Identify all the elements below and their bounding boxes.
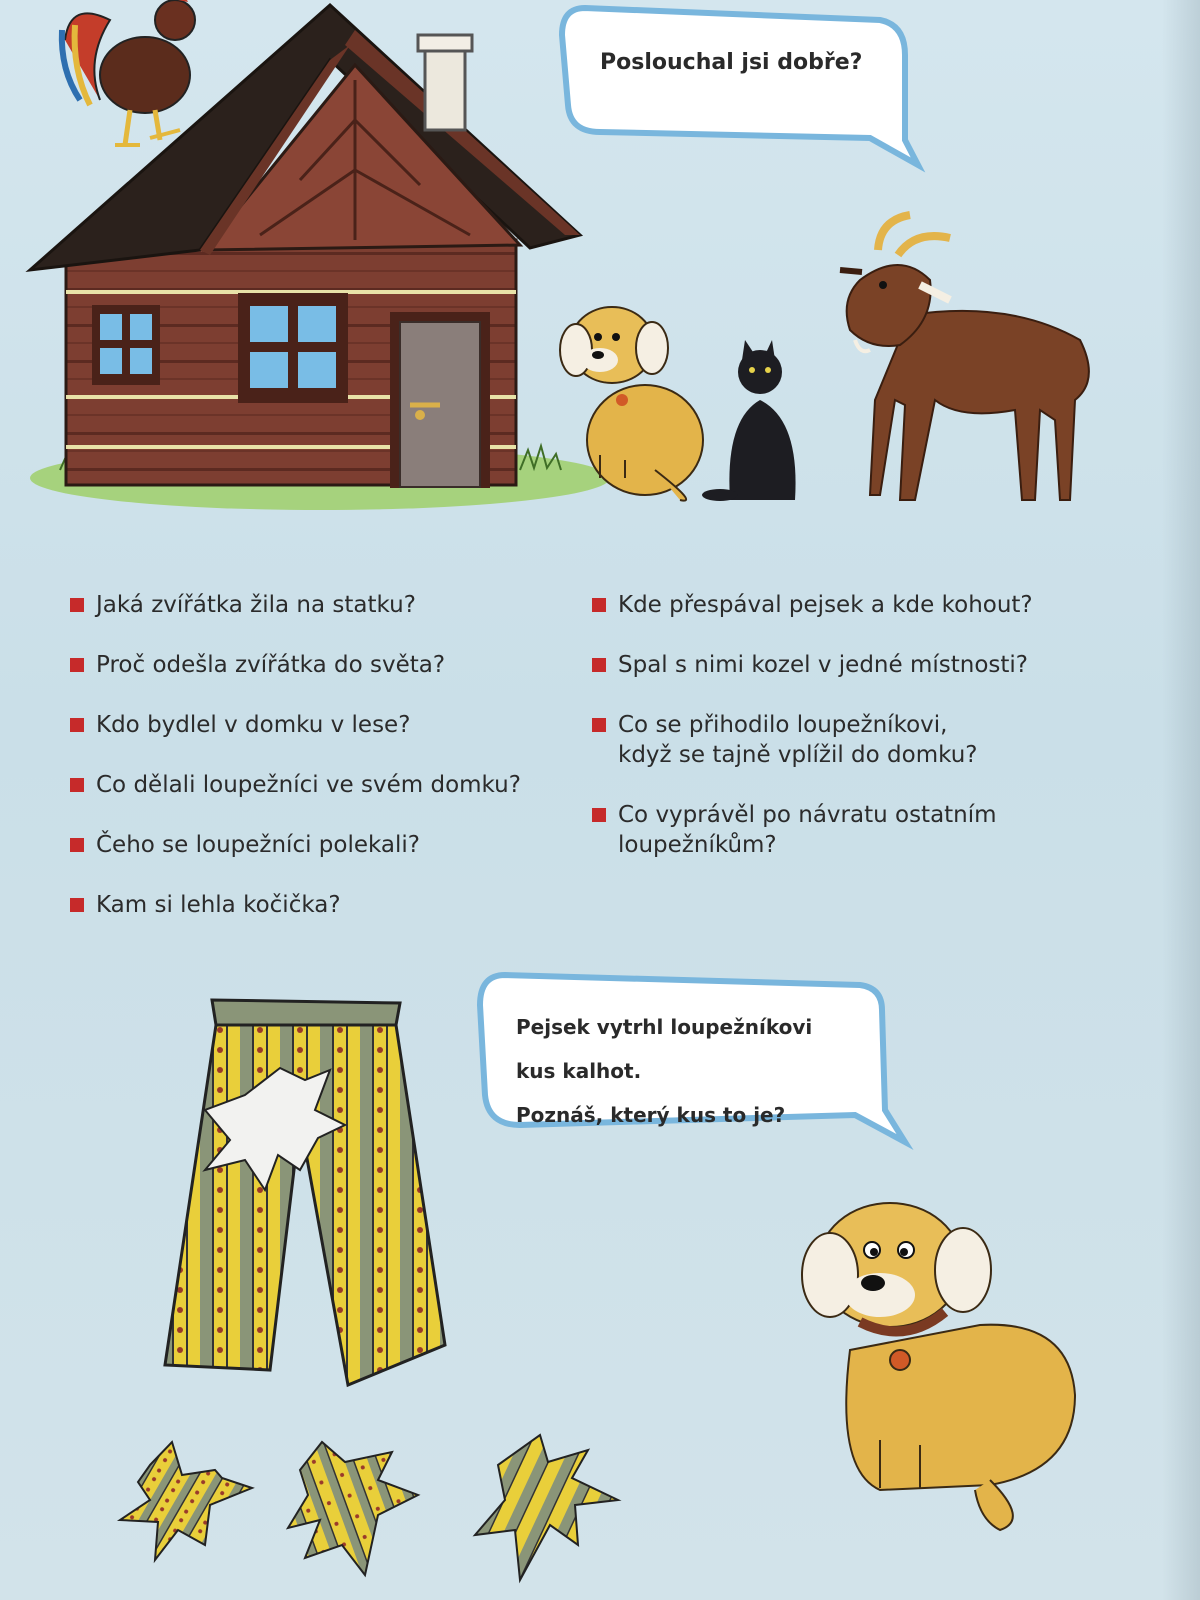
pants-illustration [165, 1000, 445, 1385]
list-item: Co dělali loupežníci ve svém domku? [70, 770, 590, 800]
cat-icon [702, 340, 796, 501]
patch-icon[interactable] [475, 1435, 618, 1580]
page-edge-shadow [1162, 0, 1200, 1600]
questions-right [592, 590, 1072, 860]
dog-large-icon [802, 1203, 1075, 1530]
list-item: Kdo bydlel v domku v lese? [70, 710, 590, 740]
bullet-icon [70, 598, 84, 612]
bubble-bottom-text: Pejsek vytrhl loupežníkovi kus kalhot. Poznáš, který kus to je? [516, 1015, 813, 1127]
rooster-icon [62, 0, 195, 145]
bullet-icon [592, 658, 606, 672]
list-item: Kde přespával pejsek a kde kohout? [592, 590, 1072, 620]
list-item: Spal s nimi kozel v jedné místnosti? [592, 650, 1072, 680]
list-item: Kam si lehla kočička? [70, 890, 590, 920]
bullet-icon [70, 658, 84, 672]
bullet-icon [70, 898, 84, 912]
speech-bubble-top [562, 8, 918, 165]
bullet-icon [70, 778, 84, 792]
questions-left [70, 590, 590, 920]
patch-icon[interactable] [288, 1442, 418, 1575]
bullet-icon [70, 838, 84, 852]
list-item: Co vyprávěl po návratu ostatním loupežníkům? [592, 800, 1072, 860]
patch-icon[interactable] [120, 1442, 252, 1560]
bullet-icon [592, 808, 606, 822]
goat-icon [840, 215, 1089, 500]
bubble-top-text: Poslouchal jsi dobře? [600, 50, 863, 75]
bullet-icon [592, 718, 606, 732]
list-item: Co se přihodilo loupežníkovi, když se tajně vplížil do domku? [592, 710, 1072, 770]
list-item: Čeho se loupežníci polekali? [70, 830, 590, 860]
bullet-icon [592, 598, 606, 612]
list-item: Jaká zvířátka žila na statku? [70, 590, 590, 620]
list-item: Proč odešla zvířátka do světa? [70, 650, 590, 680]
bullet-icon [70, 718, 84, 732]
